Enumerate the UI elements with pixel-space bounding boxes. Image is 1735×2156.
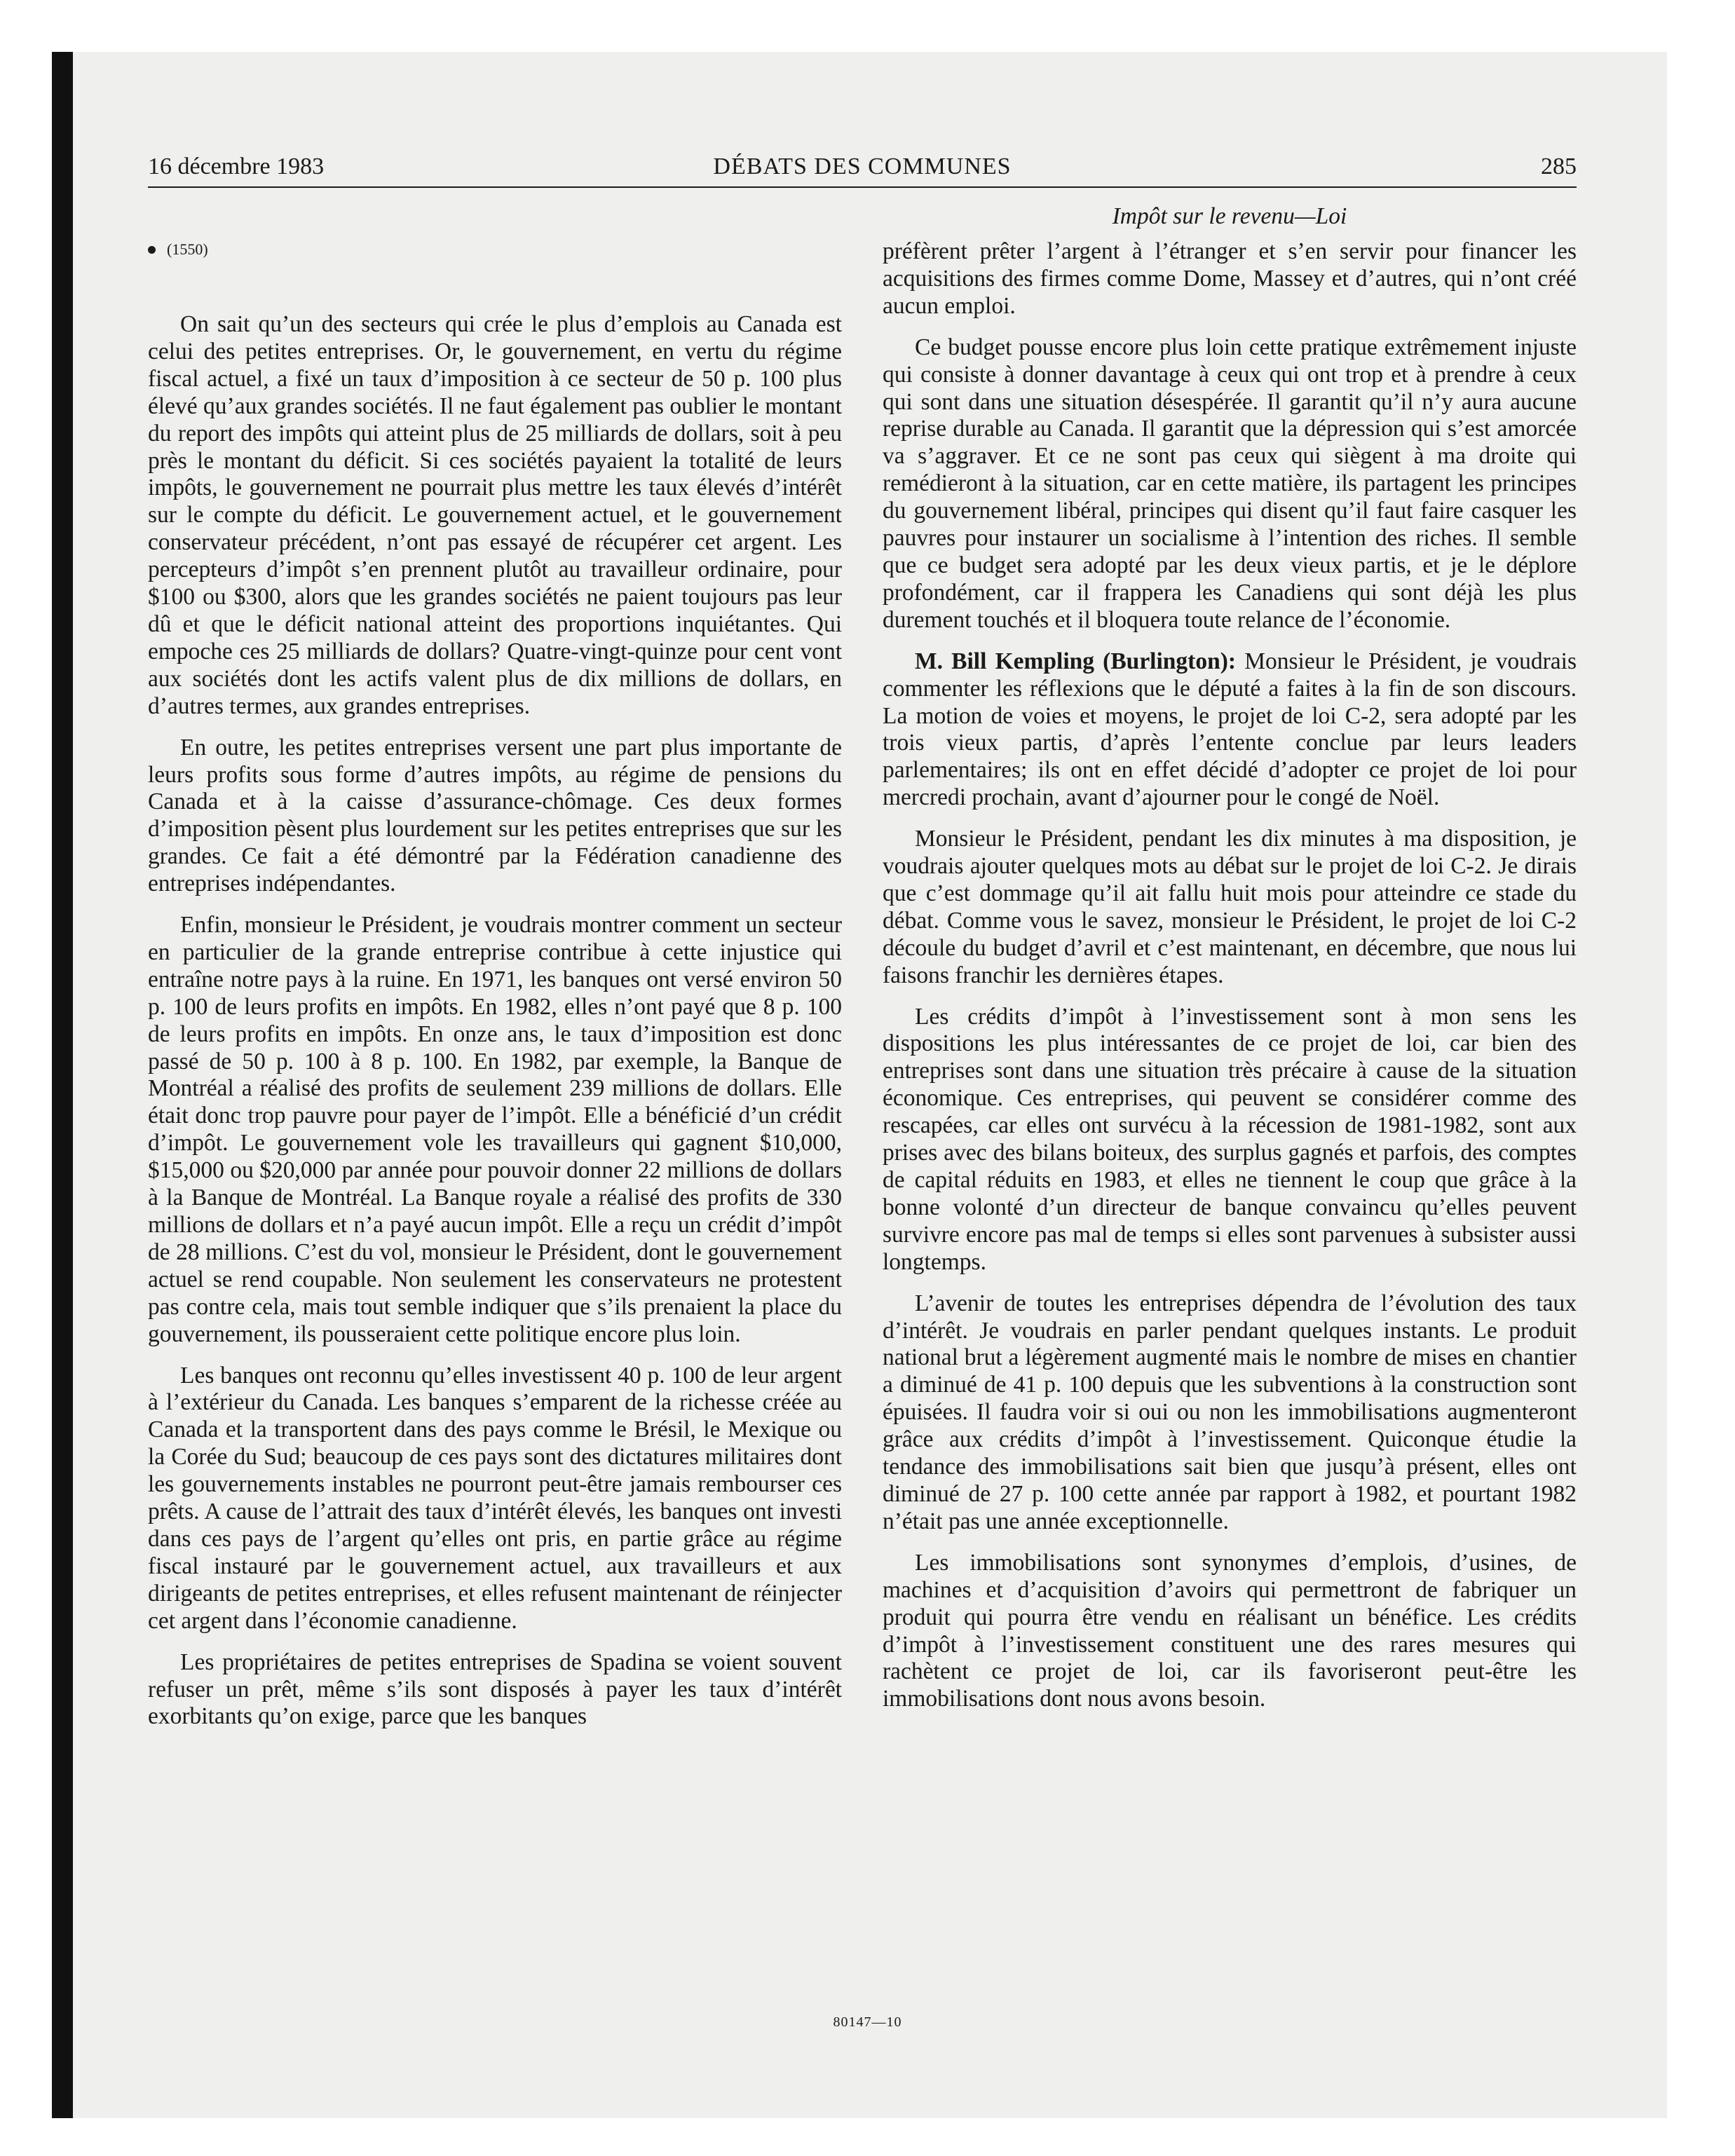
paragraph: Enfin, monsieur le Président, je voudrais montrer comment un secteur en particulier de la grande entreprise contribue à cette injustice qui entraîne notre pays à la ruine. En 1971, les banques ont versé environ 50 p. 100 de leurs profits en impôts. En 1982, elles n’ont payé que 8 p. 100 de leurs profits en impôts. En onze ans, le taux d’imposition est donc passé de 50 p. 100 à 8 p. 100. En 1982, par exemple, la Banque de Montréal a réalisé des profits de seulement 239 millions de dollars. Elle était donc trop pauvre pour payer de l’impôt. Elle a bénéficié d’un crédit d’impôt. Le gouvernement vole les travailleurs qui gagnent $10,000, $15,000 ou $20,000 par année pour pouvoir donner 22 millions de dollars à la Banque de Montréal. La Banque royale a réalisé des profits de 330 millions de dollars et n’a payé aucun impôt. Elle a reçu un crédit d’impôt de 28 millions. C’est du vol, monsieur le Président, dont le gouvernement actuel se rend coupable. Non seulement les conservateurs ne protestent pas contre cela, mais tout semble indiquer que s’ils prenaient la place du gouvernement, ils pousseraient cette politique encore plus loin. — [148, 912, 842, 1347]
paragraph: En outre, les petites entreprises versent une part plus importante de leurs profits sous forme d’autres impôts, au régime de pensions du Canada et à la caisse d’assurance-chômage. Ces deux formes d’imposition pèsent plus lourdement sur les petites entreprises que sur les grandes. Ce fait a été démontré par la Fédération canadienne des entreprises indépendantes. — [148, 734, 842, 897]
paragraph: Les banques ont reconnu qu’elles investissent 40 p. 100 de leur argent à l’extérieur du Canada. Les banques s’emparent de la richesse créée au Canada et la transportent dans des pays comme le Brésil, le Mexique ou la Corée du Sud; beaucoup de ces pays sont des dictatures militaires dont les gouvernements instables ne pourront peut-être jamais rembourser ces prêts. A cause de l’attrait des taux d’intérêt élevés, les banques ont investi dans ces pays de l’argent qu’elles ont pris, en partie grâce au régime fiscal instauré par le gouvernement actuel, aux travailleurs et aux dirigeants de petites entreprises, et elles refusent maintenant de réinjecter cet argent dans l’économie canadienne. — [148, 1362, 842, 1634]
right-column — [883, 203, 1577, 1727]
running-header — [148, 147, 1577, 186]
speech-text: Monsieur le Président, je voudrais commenter les réflexions que le député a faites à la fin de son discours. La motion de voies et moyens, le projet de loi C-2, sera adopté par les trois vieux partis, d’après l’entente conclue par leurs leaders parlementaires; ils ont en effet décidé d’adopter ce projet de loi pour mercredi prochain, avant d’ajourner pour le congé de Noël. — [883, 648, 1577, 811]
scan-edge — [52, 52, 73, 2118]
paragraph: Ce budget pousse encore plus loin cette pratique extrêmement injuste qui consiste à donner davantage à ceux qui ont trop et à prendre à ceux qui sont dans une situation désespérée. Il garantit qu’il n’y aura aucune reprise durable au Canada. Il garantit que la dépression qui s’est amorcée va s’aggraver. Et ce ne sont pas ceux qui siègent à ma droite qui remédieront à la situation, car en cette matière, ils partagent les principes du gouvernement libéral, principes qui disent qu’il faut faire casquer les pauvres pour instaurer un socialisme à l’intention des riches. Il semble que ce budget sera adopté par les deux vieux partis, et je le déplore profondément, car il frappera les Canadiens qui sont déjà les plus durement touchés et il bloquera toute relance de l’économie. — [883, 334, 1577, 633]
page-number: 285 — [1541, 153, 1577, 179]
paragraph-continuation: préfèrent prêter l’argent à l’étranger et s’en servir pour financer les acquisitions des firmes comme Dome, Massey et d’autres, qui n’ont créé aucun emploi. — [883, 238, 1577, 319]
paragraph: Les propriétaires de petites entreprises de Spadina se voient souvent refuser un prêt, même s’ils sont disposés à payer les taux d’intérêt exorbitants qu’on exige, parce que les banques — [148, 1649, 842, 1730]
header-rule — [148, 186, 1577, 188]
footer-code: 80147—10 — [833, 2014, 902, 2030]
time-stamp — [148, 236, 842, 264]
speech-paragraph — [883, 648, 1577, 812]
paragraph: Monsieur le Président, pendant les dix minutes à ma disposition, je voudrais ajouter quelques mots au débat sur le projet de loi C-2. Je dirais que c’est dommage qu’il ait fallu huit mois pour atteindre ce stade du débat. Comme vous le savez, monsieur le Président, le projet de loi C-2 découle du budget d’avril et c’est maintenant, en décembre, que nous lui faisons franchir les dernières étapes. — [883, 826, 1577, 988]
header-date: 16 décembre 1983 — [148, 153, 325, 179]
time-stamp-label: (1550) — [167, 240, 208, 258]
left-column — [148, 203, 842, 1745]
section-heading: Impôt sur le revenu—Loi — [1112, 203, 1347, 229]
speaker-name: M. Bill Kempling (Burlington): — [915, 648, 1237, 674]
paragraph: Les immobilisations sont synonymes d’emplois, d’usines, de machines et d’acquisition d’avoirs qui permettront de fabriquer un produit qui pourra être vendu en réalisant un bénéfice. Les crédits d’impôt à l’investissement constituent une des rares mesures qui rachètent ce projet de loi, car ils favoriseront peut-être les immobilisations dont nous avons besoin. — [883, 1549, 1577, 1712]
bullet-icon — [148, 246, 156, 254]
paragraph: Les crédits d’impôt à l’investissement sont à mon sens les dispositions les plus intéressantes de ce projet de loi, car bien des entreprises sont dans une situation très précaire à cause de la situation économique. Ces entreprises, qui peuvent se considérer comme des rescapées, car elles ont survécu à la récession de 1981-1982, sont aux prises avec des bilans boiteux, des surplus gagnés et parfois, des comptes de capital réduits en 1983, et elles ne tiennent le coup que grâce à la bonne volonté d’un directeur de banque convaincu qu’elles peuvent survivre encore pas mal de temps si elles sont parvenues à subsister aussi longtemps. — [883, 1003, 1577, 1275]
header-title: DÉBATS DES COMMUNES — [713, 153, 1012, 179]
paragraph: On sait qu’un des secteurs qui crée le plus d’emplois au Canada est celui des petites entreprises. Or, le gouvernement, en vertu du régime fiscal actuel, a fixé un taux d’imposition à ce secteur de 50 p. 100 plus élevé qu’aux grandes sociétés. Il ne faut également pas oublier le montant du report des impôts qui atteint plus de 25 milliards de dollars, soit à peu près le montant du déficit. Si ces sociétés payaient la totalité de leurs impôts, le gouvernement ne pourrait plus mettre les taux élevés d’intérêt sur le compte du déficit. Le gouvernement actuel, et le gouvernement conservateur précédent, n’ont pas essayé de récupérer cet argent. Les percepteurs d’impôt s’en prennent plutôt au travailleur ordinaire, pour $100 ou $300, alors que les grandes sociétés ne paient toujours pas leur dû et que le déficit national atteint des proportions inquiétantes. Qui empoche ces 25 milliards de dollars? Quatre-vingt-quinze pour cent vont aux sociétés dont les actifs valent plus de dix millions de dollars, en d’autres termes, aux grandes entreprises. — [148, 311, 842, 719]
paragraph: L’avenir de toutes les entreprises dépendra de l’évolution des taux d’intérêt. Je voudrais en parler pendant quelques instants. Le produit national brut a légèrement augmenté mais le nombre de mises en chantier a diminué de 41 p. 100 depuis que les subventions à la construction sont épuisées. Il faudra voir si oui ou non les immobilisations augmenteront grâce aux crédits d’impôt à l’investissement. Quiconque étudie la tendance des immobilisations sait bien que jusqu’à présent, elles ont diminué de 27 p. 100 cette année par rapport à 1982, et pourtant 1982 n’était pas une année exceptionnelle. — [883, 1290, 1577, 1534]
